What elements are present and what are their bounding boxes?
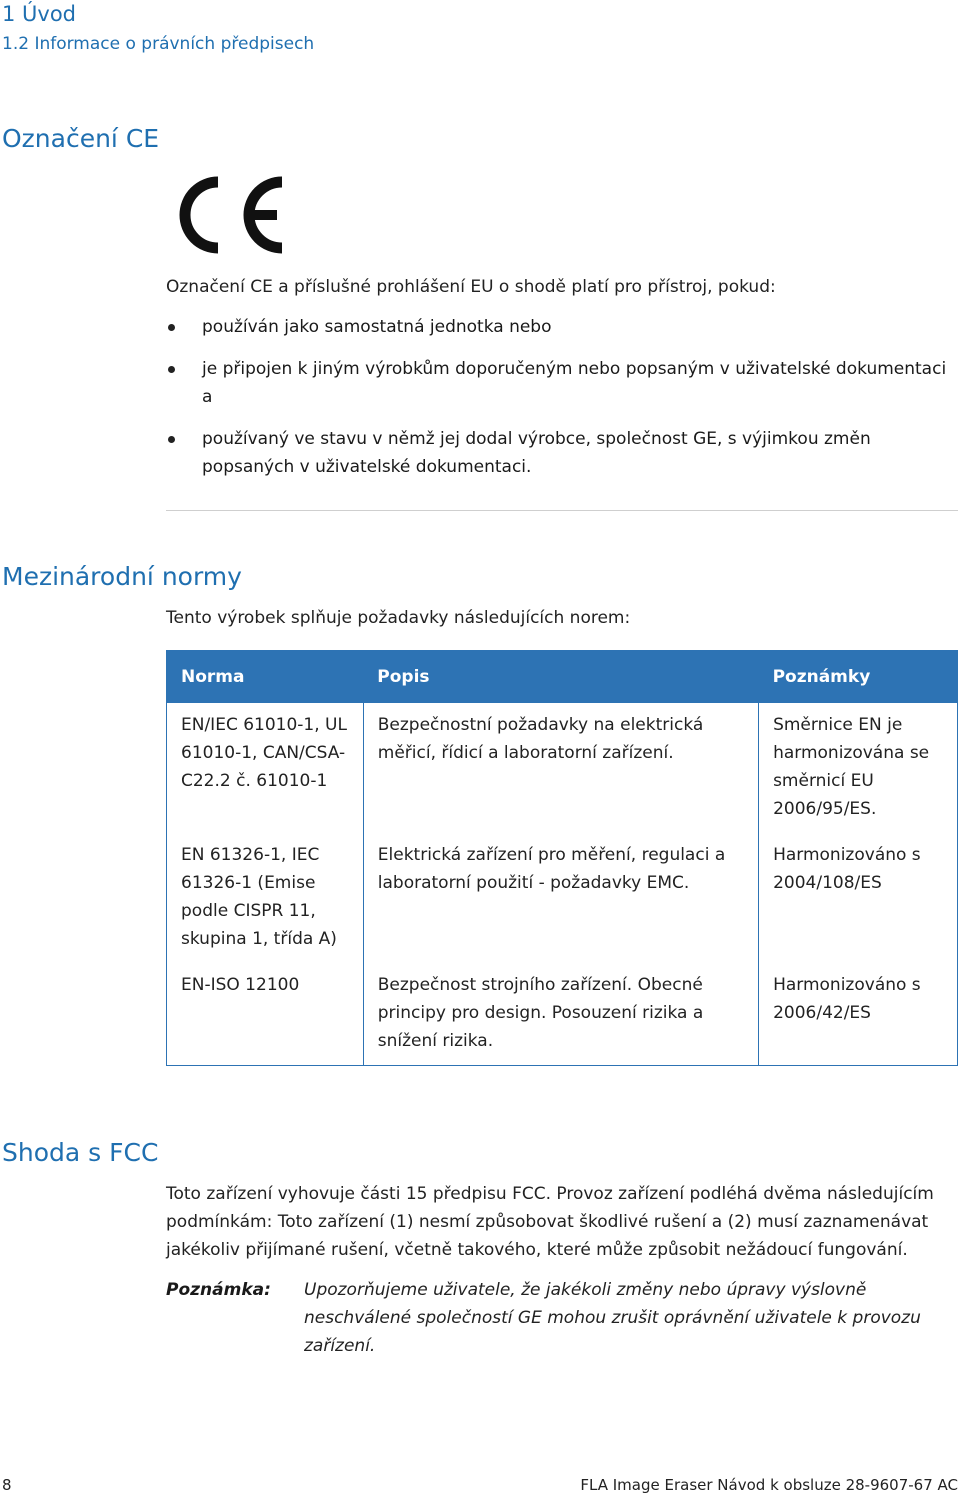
fcc-text: Toto zařízení vyhovuje části 15 předpisu FCC. Provoz zařízení podléhá dvěma následujícím podmínkám: Toto zařízení (1) nesmí způsobovat škodlivé rušení a (2) musí zaznamenávat jakékoliv přijímané rušení, včetně takového, které může způsobit nežádoucí fungování. — [166, 1184, 934, 1260]
ce-bullet-list — [166, 313, 958, 495]
table-cell: Směrnice EN je harmonizována se směrnicí EU 2006/95/ES. — [759, 703, 958, 835]
column-header-norma: Norma — [167, 651, 364, 704]
section-heading: 1.2 Informace o právních předpisech — [2, 34, 315, 54]
list-item: používán jako samostatná jednotka nebo — [166, 313, 958, 341]
table-cell: Harmonizováno s 2006/42/ES — [759, 965, 958, 1066]
norms-table — [166, 650, 958, 1066]
list-item: používaný ve stavu v němž jej dodal výrobce, společnost GE, s výjimkou změn popsaných v uživatelské dokumentaci. — [166, 425, 958, 481]
norms-section-title: Mezinárodní normy — [2, 562, 242, 591]
table-row — [167, 835, 958, 965]
column-header-popis: Popis — [363, 651, 758, 704]
table-cell: Elektrická zařízení pro měření, regulaci a laboratorní použití - požadavky EMC. — [363, 835, 758, 965]
table-cell: EN-ISO 12100 — [167, 965, 364, 1066]
ce-mark-icon — [166, 172, 288, 262]
table-cell: Bezpečnostní požadavky na elektrická měřicí, řídicí a laboratorní zařízení. — [363, 703, 758, 835]
table-row — [167, 965, 958, 1066]
table-cell: EN 61326-1, IEC 61326-1 (Emise podle CISPR 11, skupina 1, třída A) — [167, 835, 364, 965]
bullet-icon — [168, 436, 175, 443]
table-row — [167, 703, 958, 835]
column-header-poznamky: Poznámky — [759, 651, 958, 704]
ce-intro: Označení CE a příslušné prohlášení EU o shodě platí pro přístroj, pokud: — [166, 277, 776, 297]
list-item: je připojen k jiným výrobkům doporučeným nebo popsaným v uživatelské dokumentaci a — [166, 355, 958, 411]
page-number: 8 — [2, 1476, 12, 1494]
chapter-heading: 1 Úvod — [2, 2, 77, 26]
bullet-icon — [168, 366, 175, 373]
table-cell: Bezpečnost strojního zařízení. Obecné principy pro design. Posouzení rizika a snížení rizika. — [363, 965, 758, 1066]
section-divider — [166, 510, 958, 511]
footer-doc-title: FLA Image Eraser Návod k obsluze 28-9607-67 AC — [580, 1476, 958, 1494]
note-label: Poznámka: — [166, 1280, 271, 1300]
norms-intro: Tento výrobek splňuje požadavky následujících norem: — [166, 608, 631, 628]
ce-section-title: Označení CE — [2, 124, 160, 153]
fcc-section-title: Shoda s FCC — [2, 1138, 159, 1167]
bullet-icon — [168, 324, 175, 331]
table-header-row — [167, 651, 958, 704]
table-cell: Harmonizováno s 2004/108/ES — [759, 835, 958, 965]
table-cell: EN/IEC 61010-1, UL 61010-1, CAN/CSA-C22.2 č. 61010-1 — [167, 703, 364, 835]
note-text: Upozorňujeme uživatele, že jakékoli změny nebo úpravy výslovně neschválené společností GE mohou zrušit oprávnění uživatele k provozu zařízení. — [304, 1280, 921, 1356]
